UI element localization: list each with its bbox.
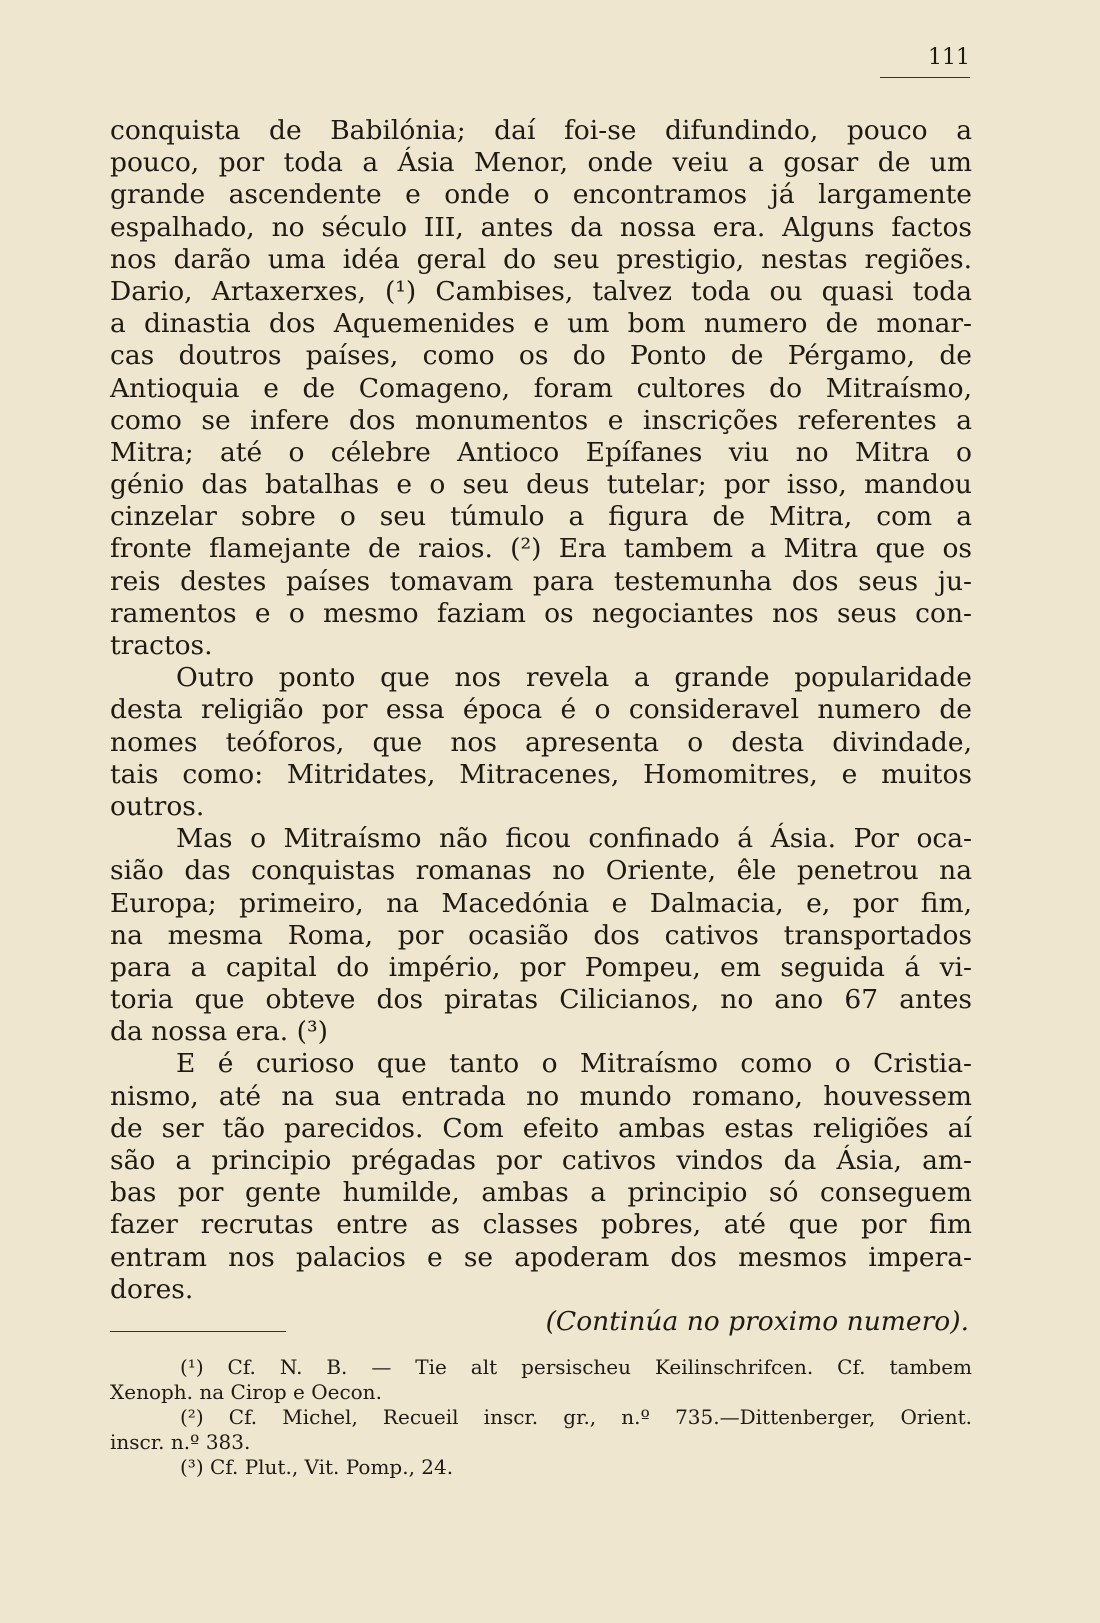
- body-line: da nossa era. (³): [110, 1016, 328, 1048]
- footnote-line: Xenoph. na Cirop e Oecon.: [110, 1380, 382, 1404]
- page-number: 111: [928, 45, 970, 70]
- footnote-line: (³) Cf. Plut., Vit. Pomp., 24.: [180, 1455, 454, 1479]
- body-line: nomes teóforos, que nos apresenta o desta divindade,: [110, 726, 972, 758]
- body-text: [110, 115, 972, 1338]
- body-line: entram nos palacios e se apoderam dos mesmos impera-: [110, 1241, 972, 1273]
- body-line: génio das batalhas e o seu deus tutelar; por isso, mandou: [110, 469, 972, 501]
- body-line: são a principio prégadas por cativos vindos da Ásia, am-: [110, 1145, 972, 1176]
- body-line: fronte flamejante de raios. (²) Era tambem a Mitra que os: [110, 533, 972, 565]
- page-number-rule: [880, 77, 970, 78]
- body-line: cas doutros países, como os do Ponto de Pérgamo, de: [110, 340, 972, 372]
- body-line: Mitra; até o célebre Antioco Epífanes viu no Mitra o: [110, 436, 972, 468]
- body-line: conquista de Babilónia; daí foi-se difundindo, pouco a: [110, 115, 972, 146]
- paragraph-start-line: Outro ponto que nos revela a grande popularidade: [176, 662, 972, 694]
- body-line: cinzelar sobre o seu túmulo a figura de Mitra, com a: [110, 501, 972, 533]
- body-line: grande ascendente e onde o encontramos já largamente: [110, 179, 972, 211]
- body-line: pouco, por toda a Ásia Menor, onde veiu a gosar de um: [110, 147, 972, 179]
- footnotes: [110, 1355, 972, 1480]
- continuation-note: (Continúa no proximo numero).: [545, 1305, 969, 1337]
- body-line: espalhado, no século III, antes da nossa era. Alguns factos: [110, 211, 972, 243]
- body-line: tais como: Mitridates, Mitracenes, Homomitres, e muitos: [110, 758, 972, 790]
- footnote-line: (²) Cf. Michel, Recueil inscr. gr., n.º 735.—Dittenberger, Orient.: [180, 1405, 972, 1429]
- footnote-rule: [110, 1331, 286, 1332]
- body-line: Antioquia e de Comageno, foram cultores do Mitraísmo,: [110, 372, 972, 404]
- body-line: fazer recrutas entre as classes pobres, até que por fim: [110, 1209, 972, 1241]
- body-line: para a capital do império, por Pompeu, em seguida á vi-: [110, 951, 972, 983]
- body-line: na mesma Roma, por ocasião dos cativos transportados: [110, 919, 972, 951]
- body-line: toria que obteve dos piratas Cilicianos, no ano 67 antes: [110, 984, 972, 1016]
- body-line: nos darão uma idéa geral do seu prestigio, nestas regiões.: [110, 243, 972, 275]
- paragraph-start-line: E é curioso que tanto o Mitraísmo como o Cristia-: [176, 1048, 972, 1080]
- body-line: reis destes países tomavam para testemunha dos seus ju-: [110, 565, 972, 597]
- body-line: dores.: [110, 1273, 194, 1305]
- paragraph-start-line: Mas o Mitraísmo não ficou confinado á Ásia. Por oca-: [176, 823, 972, 855]
- footnote-line: (¹) Cf. N. B. — Tie alt persischeu Keilinschrifcen. Cf. tambem: [180, 1355, 972, 1379]
- body-line: Dario, Artaxerxes, (¹) Cambises, talvez toda ou quasi toda: [110, 275, 972, 307]
- body-line: ramentos e o mesmo faziam os negociantes nos seus con-: [110, 597, 972, 629]
- body-line: bas por gente humilde, ambas a principio só conseguem: [110, 1177, 972, 1209]
- footnote-line: inscr. n.º 383.: [110, 1430, 251, 1454]
- body-line: desta religião por essa época é o consideravel numero de: [110, 694, 972, 726]
- body-line: de ser tão parecidos. Com efeito ambas estas religiões aí: [110, 1112, 972, 1144]
- body-line: tractos.: [110, 630, 213, 661]
- body-line: nismo, até na sua entrada no mundo romano, houvessem: [110, 1080, 972, 1112]
- body-line: como se infere dos monumentos e inscrições referentes a: [110, 404, 972, 436]
- body-line: outros.: [110, 790, 205, 822]
- body-line: Europa; primeiro, na Macedónia e Dalmacia, e, por fim,: [110, 887, 972, 919]
- body-line: a dinastia dos Aquemenides e um bom numero de monar-: [110, 308, 972, 340]
- body-line: sião das conquistas romanas no Oriente, êle penetrou na: [110, 855, 972, 887]
